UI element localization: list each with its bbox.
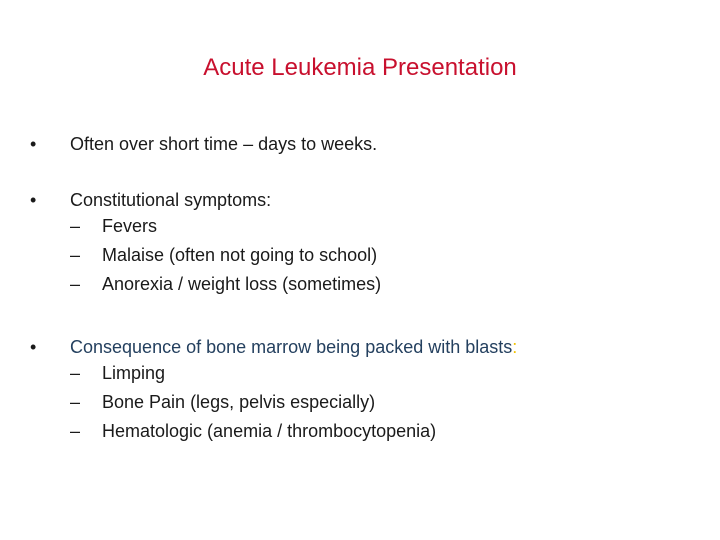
bullet-icon: • bbox=[30, 337, 37, 357]
bullet-item bbox=[30, 132, 710, 156]
bullet-list bbox=[30, 132, 710, 446]
sub-item-text: Anorexia / weight loss (sometimes) bbox=[102, 274, 382, 294]
sub-item-text: Fevers bbox=[102, 216, 158, 236]
sub-item bbox=[30, 241, 710, 270]
dash-icon: – bbox=[70, 421, 81, 441]
bullet-text: Consequence of bone marrow being packed with blasts bbox=[70, 337, 513, 357]
sub-item bbox=[30, 388, 710, 417]
slide-title: Acute Leukemia Presentation bbox=[203, 54, 517, 81]
sub-item-text: Malaise (often not going to school) bbox=[102, 245, 378, 265]
sub-item bbox=[30, 359, 710, 388]
bullet-item bbox=[30, 188, 710, 212]
dash-icon: – bbox=[70, 245, 81, 265]
bullet-item bbox=[30, 335, 710, 359]
sub-item bbox=[30, 212, 710, 241]
dash-icon: – bbox=[70, 392, 81, 412]
dash-icon: – bbox=[70, 216, 81, 236]
sub-item-text: Hematologic (anemia / thrombocytopenia) bbox=[102, 421, 437, 441]
sub-item-text: Bone Pain (legs, pelvis especially) bbox=[102, 392, 376, 412]
bullet-text-suffix: : bbox=[512, 337, 518, 357]
bullet-text: Often over short time – days to weeks. bbox=[70, 134, 378, 154]
bullet-icon: • bbox=[30, 134, 37, 154]
sub-item bbox=[30, 270, 710, 299]
sub-item bbox=[30, 417, 710, 446]
sub-item-text: Limping bbox=[102, 363, 166, 383]
dash-icon: – bbox=[70, 363, 81, 383]
bullet-icon: • bbox=[30, 190, 37, 210]
dash-icon: – bbox=[70, 274, 81, 294]
bullet-text: Constitutional symptoms: bbox=[70, 190, 272, 210]
